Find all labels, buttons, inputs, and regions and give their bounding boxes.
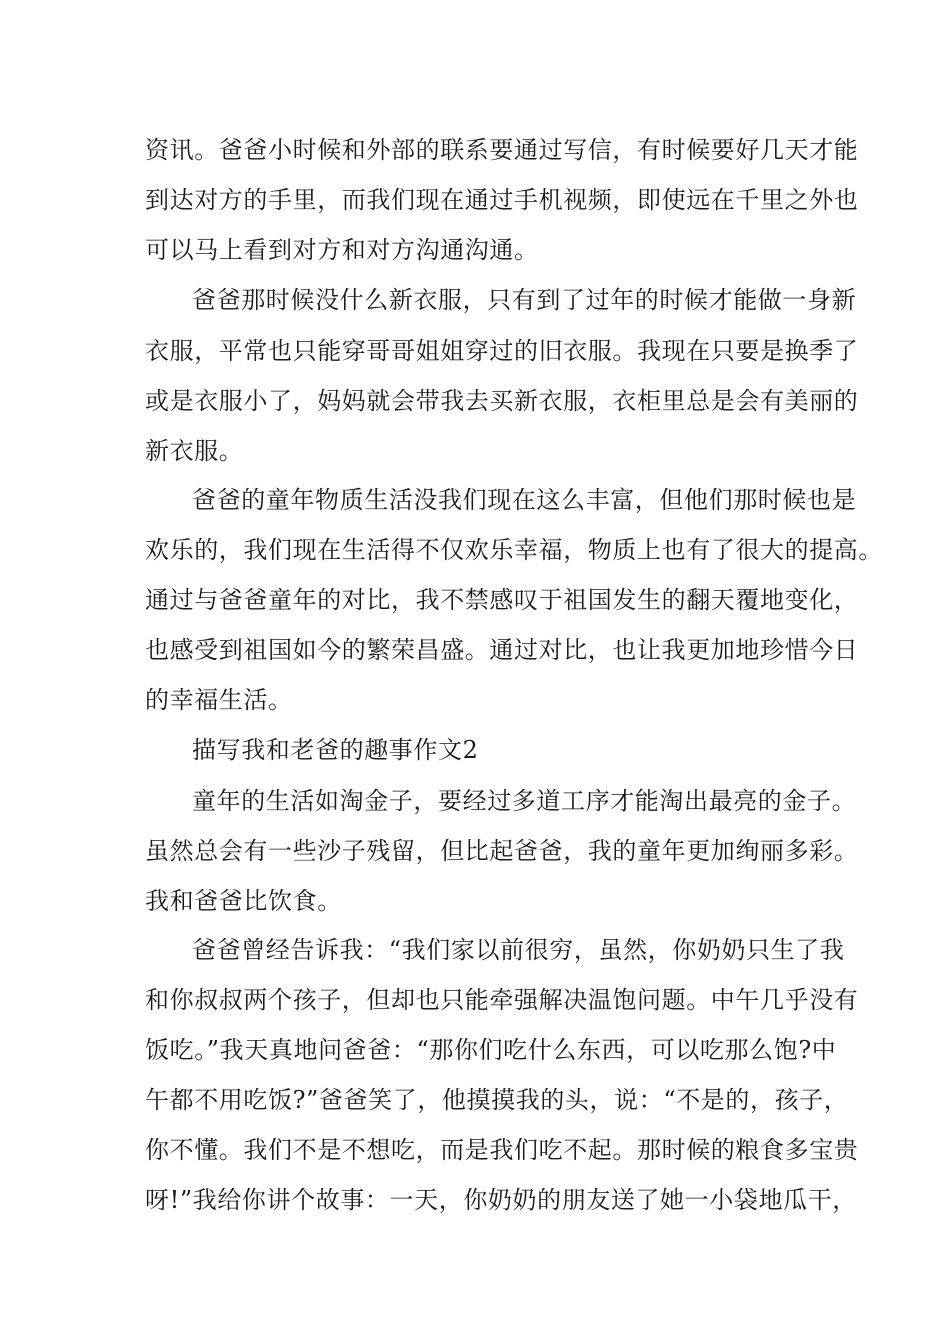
text-line: 虽然总会有一些沙子残留，但比起爸爸，我的童年更加绚丽多彩。 xyxy=(145,837,859,865)
text-line: 我和爸爸比饮食。 xyxy=(145,887,342,915)
text-line: 呀!”我给你讲个故事：一天，你奶奶的朋友送了她一小袋地瓜干， xyxy=(145,1186,857,1214)
text-line: 也感受到祖国如今的繁荣昌盛。通过对比，也让我更加地珍惜今日 xyxy=(145,636,859,664)
text-line: 饭吃。”我天真地问爸爸：“那你们吃什么东西，可以吃那么饱?中 xyxy=(145,1036,837,1064)
paragraph-start-line: 爸爸曾经告诉我：“我们家以前很穷，虽然，你奶奶只生了我 xyxy=(192,936,845,964)
text-line: 到达对方的手里，而我们现在通过手机视频，即使远在千里之外也 xyxy=(145,186,859,214)
text-line: 午都不用吃饭?”爸爸笑了，他摸摸我的头，说：“不是的，孩子， xyxy=(145,1086,849,1114)
text-line: 衣服，平常也只能穿哥哥姐姐穿过的旧衣服。我现在只要是换季了 xyxy=(145,337,859,365)
paragraph-start-line: 爸爸那时候没什么新衣服，只有到了过年的时候才能做一身新 xyxy=(192,286,857,314)
text-line: 和你叔叔两个孩子，但却也只能牵强解决温饱问题。中午几乎没有 xyxy=(145,986,859,1014)
text-line: 通过与爸爸童年的对比，我不禁感叹于祖国发生的翻天覆地变化， xyxy=(145,586,859,614)
text-line: 资讯。爸爸小时候和外部的联系要通过写信，有时候要好几天才能 xyxy=(145,136,859,164)
text-line: 你不懂。我们不是不想吃，而是我们吃不起。那时候的粮食多宝贵 xyxy=(145,1136,859,1164)
paragraph-start-line: 爸爸的童年物质生活没我们现在这么丰富，但他们那时候也是 xyxy=(192,486,857,514)
text-line: 可以马上看到对方和对方沟通沟通。 xyxy=(145,236,539,264)
paragraph-start-line: 童年的生活如淘金子，要经过多道工序才能淘出最亮的金子。 xyxy=(192,787,857,815)
text-line: 或是衣服小了，妈妈就会带我去买新衣服，衣柜里总是会有美丽的 xyxy=(145,387,859,415)
text-line: 的幸福生活。 xyxy=(145,686,293,714)
section-heading: 描写我和老爸的趣事作文2 xyxy=(192,736,479,764)
text-line: 欢乐的，我们现在生活得不仅欢乐幸福，物质上也有了很大的提高。 xyxy=(145,536,883,564)
text-line: 新衣服。 xyxy=(145,437,244,465)
